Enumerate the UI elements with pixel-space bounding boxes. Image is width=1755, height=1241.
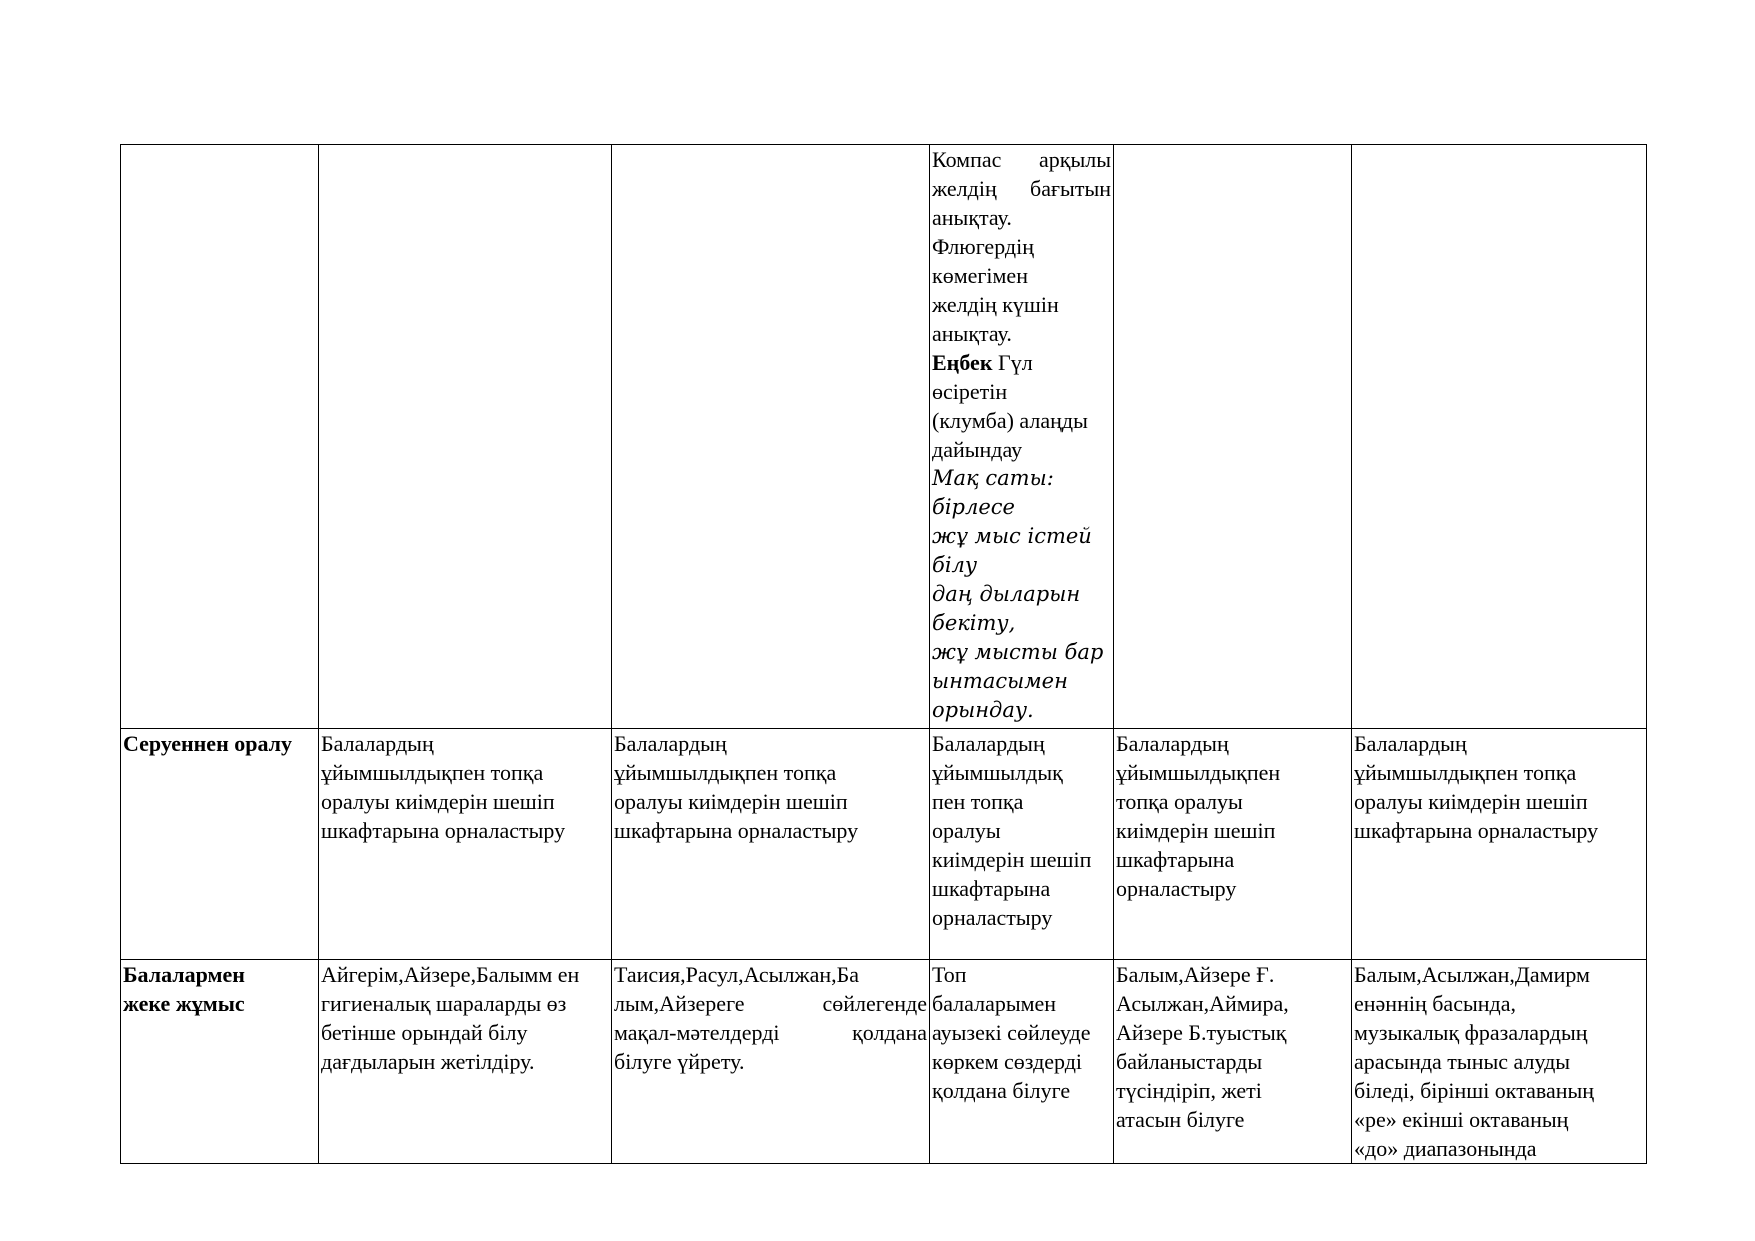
text-line: шкафтарына <box>932 876 1051 901</box>
cell-col-5 <box>1352 729 1647 960</box>
goal-line: ынтасымен <box>932 669 1068 693</box>
text-line: гигиеналық шараларды өз <box>321 991 567 1016</box>
text-line: ұйымшылдықпен топқа <box>614 760 837 785</box>
text-line: киімдерін шешіп <box>1116 818 1276 843</box>
text-line: «ре» екінші октаваның <box>1354 1107 1569 1132</box>
plan-table <box>120 144 1647 1164</box>
text-line: Балалардың <box>1354 731 1467 756</box>
row-label <box>121 960 319 1164</box>
text-line: Айзере Б.туыстық <box>1116 1020 1287 1045</box>
text-line: орналастыру <box>932 905 1053 930</box>
cell-col-1 <box>319 960 612 1164</box>
cell-col-4 <box>1114 729 1352 960</box>
goal-line: Мақ саты: <box>932 466 1054 490</box>
text-line: анықтау. <box>932 321 1012 346</box>
text-line: мақал-мәтелдерді қолдана <box>614 1020 927 1045</box>
text-line: жеке жұмыс <box>123 991 245 1016</box>
text-line: оралуы киімдерін шешіп <box>321 789 555 814</box>
text-line: (клумба) алаңды <box>932 408 1088 433</box>
cell-col-4 <box>1114 145 1352 729</box>
text-line: оралуы киімдерін шешіп <box>1354 789 1588 814</box>
goal-line: орындау. <box>932 698 1034 722</box>
cell-col-1 <box>319 729 612 960</box>
text-line: Балым,Айзере Ғ. <box>1116 962 1275 987</box>
text-line: байланыстарды <box>1116 1049 1263 1074</box>
text-line: «до» диапазонында <box>1354 1136 1537 1161</box>
row-label: Серуеннен оралу <box>121 729 319 960</box>
labor-line <box>932 348 1111 377</box>
text-line: атасын білуге <box>1116 1107 1245 1132</box>
text-line: желдің бағытын <box>932 176 1111 201</box>
text-line: лым,Айзереге сөйлегенде <box>614 991 927 1016</box>
cell-col-2 <box>612 960 930 1164</box>
text-line: шкафтарына орналастыру <box>321 818 566 843</box>
text-line: дайындау <box>932 437 1023 462</box>
cell-col-5 <box>1352 960 1647 1164</box>
text-line: орналастыру <box>1116 876 1237 901</box>
text-line: шкафтарына <box>1116 847 1235 872</box>
text-line: ұйымшылдықпен топқа <box>321 760 544 785</box>
text-line: топқа оралуы <box>1116 789 1243 814</box>
labor-label: Еңбек <box>932 350 993 375</box>
text-line: дағдыларын жетілдіру. <box>321 1049 535 1074</box>
text-line: ұйымшылдық <box>932 760 1063 785</box>
goal-line: білу <box>932 553 978 577</box>
text-line: Балалардың <box>614 731 727 756</box>
table-row <box>121 729 1647 960</box>
text-line: ауызекі сөйлеуде <box>932 1020 1091 1045</box>
text-line: біледі, бірінші октаваның <box>1354 1078 1595 1103</box>
table-row <box>121 145 1647 729</box>
text-line: Балалардың <box>1116 731 1229 756</box>
text-line: оралуы <box>932 818 1001 843</box>
text-line: көркем сөздерді <box>932 1049 1083 1074</box>
text-line: қолдана білуге <box>932 1078 1071 1103</box>
text-line: желдің күшін <box>932 292 1059 317</box>
cell-col-2 <box>612 729 930 960</box>
text-line: киімдерін шешіп <box>932 847 1092 872</box>
goal-line: жұ мысты бар <box>932 640 1104 664</box>
text-line: Асылжан,Аймира, <box>1116 991 1289 1016</box>
text-line: балаларымен <box>932 991 1057 1016</box>
text-line: өсіретін <box>932 379 1008 404</box>
text-line: оралуы киімдерін шешіп <box>614 789 848 814</box>
text-line: Компас арқылы <box>932 147 1111 172</box>
text-line: Балалармен <box>123 962 245 987</box>
text-line: шкафтарына орналастыру <box>614 818 859 843</box>
goal-line: жұ мыс істей <box>932 524 1092 548</box>
text-line: Балалардың <box>932 731 1045 756</box>
text-line: білуге үйрету. <box>614 1049 745 1074</box>
cell-col-5 <box>1352 145 1647 729</box>
cell-col-1 <box>319 145 612 729</box>
text-line: Топ <box>932 962 967 987</box>
cell-col-3 <box>930 960 1114 1164</box>
text-line: ұйымшылдықпен <box>1116 760 1281 785</box>
row-label <box>121 145 319 729</box>
labor-text: Гүл <box>992 350 1033 375</box>
cell-col-4 <box>1114 960 1352 1164</box>
text-line: ұйымшылдықпен топқа <box>1354 760 1577 785</box>
cell-col-3 <box>930 145 1114 729</box>
text-line: Таисия,Расул,Асылжан,Ба <box>614 962 860 987</box>
cell-col-2 <box>612 145 930 729</box>
table-row <box>121 960 1647 1164</box>
text-line: бетінше орындай білу <box>321 1020 528 1045</box>
text-line: музыкалық фразалардың <box>1354 1020 1588 1045</box>
text-line: Флюгердің <box>932 234 1034 259</box>
text-line: пен топқа <box>932 789 1024 814</box>
goal-line: бірлесе <box>932 495 1015 519</box>
goal-line: даң дыларын <box>932 582 1081 606</box>
text-line: көмегімен <box>932 263 1028 288</box>
text-line: Балалардың <box>321 731 434 756</box>
cell-col-3 <box>930 729 1114 960</box>
text-line: Балым,Асылжан,Дамирм <box>1354 962 1590 987</box>
text-line: анықтау. <box>932 205 1012 230</box>
text-line: түсіндіріп, жеті <box>1116 1078 1262 1103</box>
text-line: арасында тыныс алуды <box>1354 1049 1571 1074</box>
goal-line: бекіту, <box>932 611 1016 635</box>
text-line: шкафтарына орналастыру <box>1354 818 1599 843</box>
text-line: енәннің басында, <box>1354 991 1516 1016</box>
text-line: Айгерім,Айзере,Балымм ен <box>321 962 580 987</box>
